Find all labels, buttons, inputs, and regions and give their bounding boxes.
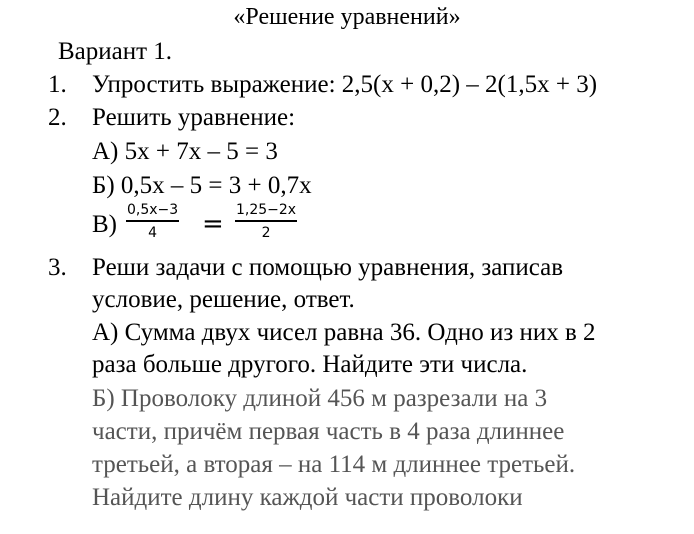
task-2-part-a: А) 5x + 7x – 5 = 3: [92, 138, 278, 165]
task-3-line: А) Сумма двух чисел равна 36. Одно из них в 2: [92, 319, 596, 346]
fraction-left: [126, 202, 179, 241]
page-title: «Решение уравнений»: [233, 4, 461, 30]
task-3-line: третьей, а вторая – на 114 м длиннее третьей.: [92, 451, 576, 478]
task-3-line: условие, решение, ответ.: [92, 286, 355, 313]
task-3-line: раза больше другого. Найдите эти числа.: [92, 351, 528, 378]
fraction-right-numerator: 1,25−2x: [236, 202, 297, 218]
fraction-bar: [235, 220, 297, 222]
fraction-right-denominator: 2: [261, 224, 271, 241]
fraction-bar: [126, 220, 179, 222]
variant-heading: Вариант 1.: [58, 38, 173, 65]
task-1-number: 1.: [48, 71, 67, 98]
task-3-line: Найдите длину каждой части проволоки: [92, 484, 523, 511]
fraction-left-denominator: 4: [148, 224, 158, 241]
task-2-part-c-label: В): [92, 211, 117, 238]
task-3-number: 3.: [48, 254, 67, 281]
task-3-line: Б) Проволоку длиной 456 м разрезали на 3: [92, 385, 548, 412]
task-3-line: Реши задачи с помощью уравнения, записав: [92, 254, 564, 281]
task-3-line: части, причём первая часть в 4 раза длиннее: [92, 418, 565, 445]
task-2-text: Решить уравнение:: [92, 104, 296, 131]
task-2-part-b: Б) 0,5x – 5 = 3 + 0,7x: [92, 172, 312, 199]
task-1-text: Упростить выражение: 2,5(x + 0,2) – 2(1,5x + 3): [92, 71, 598, 98]
fraction-right: [235, 202, 297, 241]
equals-sign: =: [202, 209, 224, 239]
fraction-left-numerator: 0,5x−3: [127, 202, 179, 218]
task-2-number: 2.: [48, 104, 67, 131]
